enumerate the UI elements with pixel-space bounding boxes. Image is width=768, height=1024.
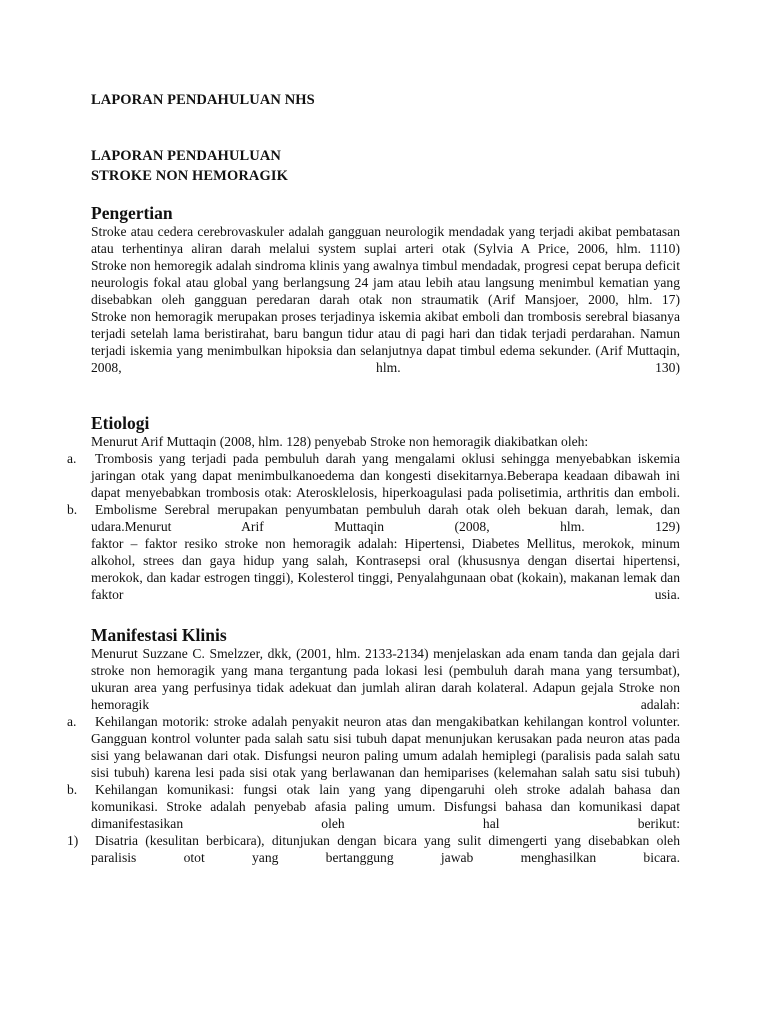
paragraph: Stroke non hemoregik adalah sindroma klinis yang awalnya timbul mendadak, progresi cepat berupa deficit neurologis fokal atau global yang berlangsung 24 jam atau lebih atau langsung menimbul kematian yang disebabkan oleh gangguan peredaran darah otak non straumatik (Arif Mansjoer, 2000, hlm. 17): [91, 258, 680, 307]
list-marker: a.: [67, 451, 77, 466]
section-etiologi: [67, 433, 680, 603]
section-heading-manifestasi: Manifestasi Klinis: [91, 625, 227, 645]
list-item-text: Embolisme Serebral merupakan penyumbatan pembuluh darah otak oleh bekuan darah, lemak, dan udara.Menurut Arif Muttaqin (2008, hlm. 129): [91, 502, 680, 534]
list-item: [67, 450, 680, 501]
list-item: [67, 501, 680, 535]
paragraph: Stroke non hemoragik merupakan proses terjadinya iskemia akibat emboli dan trombosis serebral biasanya terjadi setelah lama beristirahat, baru bangun tidur atau di pagi hari dan tidak terjadi perdarahan. Namun terjadi iskemia yang menimbulkan hipoksia dan selanjutnya dapat timbul edema sekunder. (Arif Muttaqin, 2008, hlm. 130): [91, 309, 680, 375]
paragraph: Menurut Arif Muttaqin (2008, hlm. 128) penyebab Stroke non hemoragik diakibatkan oleh:: [91, 434, 589, 449]
section-heading-pengertian: Pengertian: [91, 203, 173, 223]
list-item: [67, 781, 680, 832]
document-title: [91, 146, 288, 186]
paragraph: Stroke atau cedera cerebrovaskuler adalah gangguan neurologik mendadak yang terjadi akibat pembatasan atau terhentinya aliran darah melalui system suplai arteri otak (Sylvia A Price, 2006, hlm. 1110): [91, 224, 680, 256]
list-marker: b.: [67, 782, 78, 797]
list-item: [67, 713, 680, 781]
section-pengertian: [91, 223, 680, 376]
list-item-text: Trombosis yang terjadi pada pembuluh darah yang mengalami oklusi sehingga menyebabkan iskemia jaringan otak yang dapat menimbulkanoedema dan kongesti disekitarnya.Beberapa keadaan dibawah ini dapat menyebabkan trombosis otak: Aterosklelosis, hiperkoagulasi pada polisetimia, arthritis dan emboli.: [91, 451, 680, 500]
list-marker: b.: [67, 502, 78, 517]
list-item-text: Kehilangan komunikasi: fungsi otak lain yang yang dipengaruhi oleh stroke adalah bahasa dan komunikasi. Stroke adalah penyebab afasia paling umum. Disfungsi bahasa dan komunikasi dapat dimanifestasikan oleh hal berikut:: [91, 782, 680, 831]
list-item-text: Disatria (kesulitan berbicara), ditunjukan dengan bicara yang sulit dimengerti yang disebabkan oleh paralisis otot yang bertanggung jawab menghasilkan bicara.: [91, 833, 680, 865]
document-header: LAPORAN PENDAHULUAN NHS: [91, 92, 315, 108]
paragraph: Menurut Suzzane C. Smelzzer, dkk, (2001, hlm. 2133-2134) menjelaskan ada enam tanda dan gejala dari stroke non hemoragik yang mana tergantung pada lokasi lesi (pembuluh darah mana yang tersumbat), ukuran area yang perfusinya tidak adekuat dan jumlah aliran darah kolateral. Adapun gejala Stroke non hemoragik adalah:: [91, 646, 680, 712]
list-item-text: Kehilangan motorik: stroke adalah penyakit neuron atas dan mengakibatkan kehilangan kontrol volunter. Gangguan kontrol volunter pada salah satu sisi tubuh dapat menunjukan kerusakan pada neuron atas pada sisi yang belawanan dari otak. Disfungsi neuron paling umum adalah hemiplegi (paralisis pada salah satu sisi tubuh) karena lesi pada sisi otak yang berlawanan dan hemiparises (kelemahan salah satu sisi tubuh): [91, 714, 680, 780]
section-manifestasi: [67, 645, 680, 866]
title-line-1: LAPORAN PENDAHULUAN: [91, 148, 281, 164]
paragraph: faktor – faktor resiko stroke non hemoragik adalah: Hipertensi, Diabetes Mellitus, merokok, minum alkohol, strees dan gaya hidup yang salah, Kontrasepsi oral (khususnya dengan disertai hipertensi, merokok, dan kadar estrogen tinggi), Kolesterol tinggi, Penyalahgunaan obat (kokain), makanan lemak dan faktor usia.: [91, 536, 680, 602]
list-item: [67, 832, 680, 866]
section-heading-etiologi: Etiologi: [91, 413, 150, 433]
title-line-2: STROKE NON HEMORAGIK: [91, 168, 288, 184]
list-marker: a.: [67, 714, 77, 729]
list-marker: 1): [67, 833, 79, 848]
